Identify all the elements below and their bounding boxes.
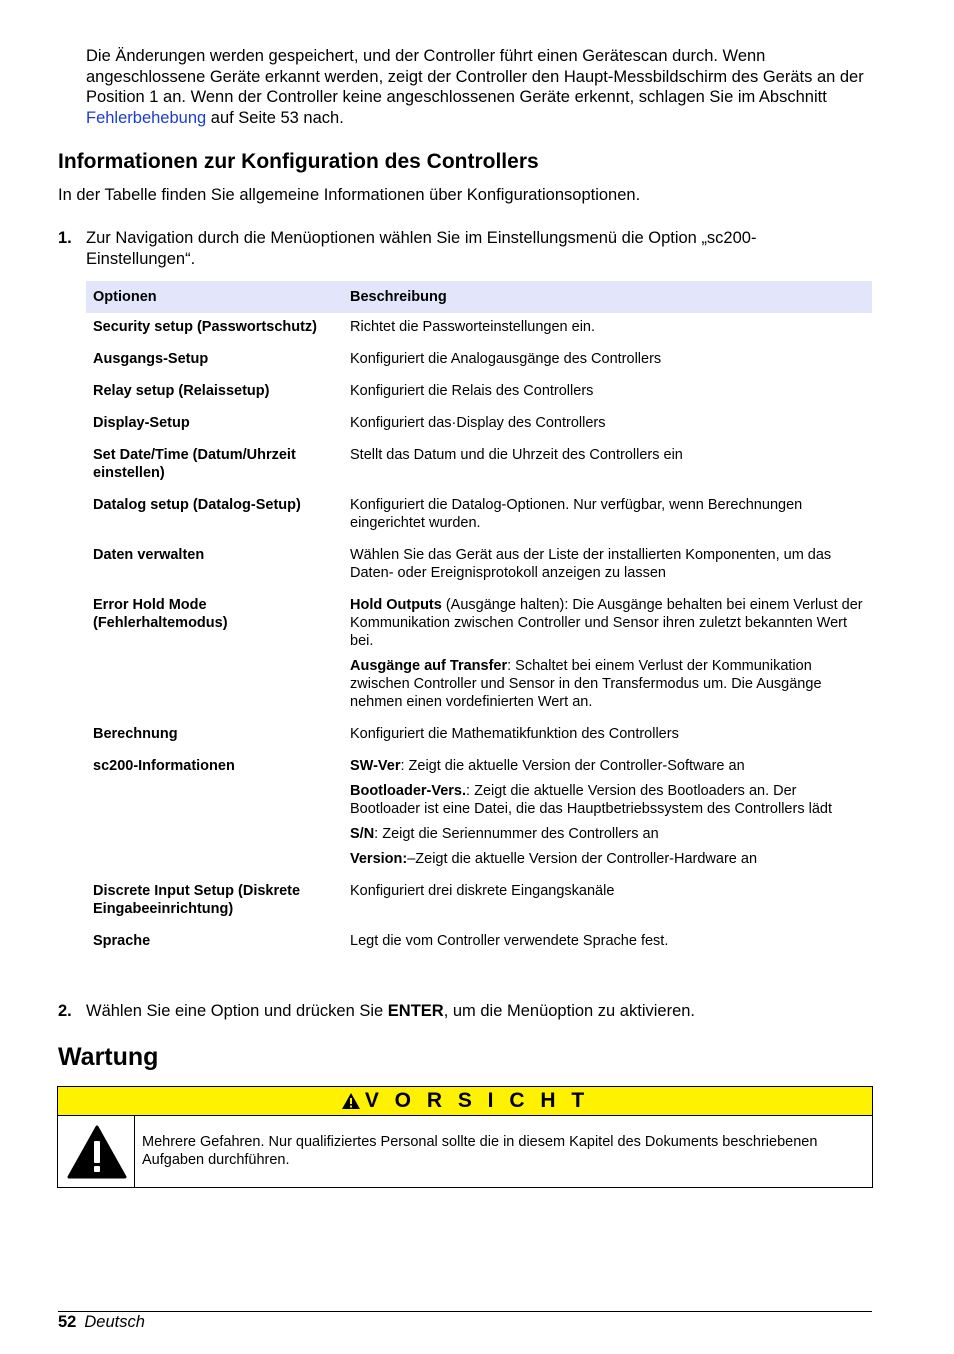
caution-header bbox=[58, 1087, 872, 1116]
option-name: Datalog setup (Datalog-Setup) bbox=[93, 497, 301, 513]
description-paragraph bbox=[350, 446, 865, 464]
option-name: Sprache bbox=[93, 933, 151, 949]
description-paragraph bbox=[350, 882, 865, 900]
description-text: Konfiguriert die Datalog-Optionen. Nur verfügbar, wenn Berechnungen eingerichtet wurden. bbox=[350, 497, 803, 531]
table-row bbox=[86, 313, 872, 345]
description-term: S/N bbox=[350, 826, 375, 842]
description-term: Bootloader-Vers. bbox=[350, 783, 467, 799]
option-name: Error Hold Mode (Fehlerhaltemodus) bbox=[93, 597, 228, 631]
description-text: Konfiguriert die Analogausgänge des Controllers bbox=[350, 351, 662, 367]
option-name: Security setup (Passwortschutz) bbox=[93, 319, 317, 335]
description-paragraph bbox=[350, 782, 865, 818]
option-name: Relay setup (Relaissetup) bbox=[93, 383, 270, 399]
step-1-text: Zur Navigation durch die Menüoptionen wählen Sie im Einstellungsmenü die Option „sc200-Einstellungen“. bbox=[86, 229, 757, 268]
options-table bbox=[86, 281, 872, 959]
option-description bbox=[343, 491, 872, 541]
description-paragraph bbox=[350, 725, 865, 743]
description-text: Wählen Sie das Gerät aus der Liste der installierten Komponenten, um das Daten- oder Ereignisprotokoll anzeigen zu lassen bbox=[350, 547, 832, 581]
description-text: Konfiguriert die Relais des Controllers bbox=[350, 383, 594, 399]
header-options: Optionen bbox=[86, 281, 343, 313]
option-description bbox=[343, 441, 872, 491]
option-description bbox=[343, 541, 872, 591]
option-description bbox=[343, 877, 872, 927]
step-2-enter-key: ENTER bbox=[387, 1002, 444, 1020]
step-2-text-before: Wählen Sie eine Option und drücken Sie bbox=[86, 1002, 384, 1020]
description-text: (Ausgänge halten): Die Ausgänge behalten bei einem Verlust der Kommunikation zwischen Controller und Sensor ihren zuletzt bekannten Wert bei. bbox=[350, 597, 863, 649]
table-row bbox=[86, 409, 872, 441]
option-description bbox=[343, 409, 872, 441]
description-text: Konfiguriert das·Display des Controllers bbox=[350, 415, 606, 431]
description-paragraph bbox=[350, 657, 865, 711]
description-text: : Zeigt die Seriennummer des Controllers an bbox=[374, 826, 659, 842]
description-text: Stellt das Datum und die Uhrzeit des Controllers ein bbox=[350, 447, 683, 463]
description-text: : Zeigt die aktuelle Version der Controller-Software an bbox=[400, 758, 745, 774]
fehlerbehebung-link[interactable]: Fehlerbehebung bbox=[86, 108, 207, 127]
description-paragraph bbox=[350, 414, 865, 432]
option-description bbox=[343, 377, 872, 409]
description-paragraph bbox=[350, 350, 865, 368]
caution-box bbox=[57, 1086, 873, 1188]
description-term: Ausgänge auf Transfer bbox=[350, 658, 508, 674]
description-paragraph bbox=[350, 318, 865, 336]
step-1-number: 1. bbox=[58, 229, 72, 247]
option-name: sc200-Informationen bbox=[93, 758, 235, 774]
page-number: 52 bbox=[58, 1313, 77, 1331]
description-text: Konfiguriert drei diskrete Eingangskanäle bbox=[350, 883, 615, 899]
step-2-text bbox=[86, 1001, 846, 1022]
footer-language: Deutsch bbox=[84, 1313, 145, 1331]
options-table-body bbox=[86, 313, 872, 959]
option-name: Ausgangs-Setup bbox=[93, 351, 209, 367]
table-row bbox=[86, 591, 872, 720]
table-row bbox=[86, 877, 872, 927]
option-description bbox=[343, 591, 872, 720]
description-paragraph bbox=[350, 546, 865, 582]
description-paragraph bbox=[350, 757, 865, 775]
option-description bbox=[343, 752, 872, 877]
warning-triangle-icon bbox=[341, 1092, 361, 1110]
step-2-text-after: , um die Menüoption zu aktivieren. bbox=[443, 1002, 696, 1020]
intro-text-after: auf Seite 53 nach. bbox=[210, 108, 344, 127]
page-footer bbox=[58, 1313, 145, 1332]
table-intro: In der Tabelle finden Sie allgemeine Informationen über Konfigurationsoptionen. bbox=[58, 186, 641, 204]
option-description bbox=[343, 927, 872, 959]
step-2-number: 2. bbox=[58, 1002, 72, 1020]
description-text: Konfiguriert die Mathematikfunktion des Controllers bbox=[350, 726, 679, 742]
description-text: : Zeigt die aktuelle Version des Bootloaders an. Der Bootloader ist eine Datei, die das Hauptbetriebssystem des Controllers lädt bbox=[350, 783, 832, 817]
footer-divider bbox=[58, 1311, 872, 1312]
option-description bbox=[343, 720, 872, 752]
table-row bbox=[86, 441, 872, 491]
option-name: Discrete Input Setup (Diskrete Eingabeeinrichtung) bbox=[93, 883, 301, 917]
description-text: –Zeigt die aktuelle Version der Controller-Hardware an bbox=[407, 851, 758, 867]
description-paragraph bbox=[350, 496, 865, 532]
section-heading: Informationen zur Konfiguration des Controllers bbox=[58, 150, 539, 173]
description-paragraph bbox=[350, 596, 865, 650]
step-1 bbox=[58, 228, 858, 272]
option-name: Daten verwalten bbox=[93, 547, 205, 563]
warning-triangle-icon-large bbox=[67, 1124, 127, 1180]
description-text: Legt die vom Controller verwendete Sprache fest. bbox=[350, 933, 669, 949]
table-row bbox=[86, 377, 872, 409]
description-term: Version: bbox=[350, 851, 408, 867]
description-term: Hold Outputs bbox=[350, 597, 442, 613]
description-text: : Schaltet bei einem Verlust der Kommunikation zwischen Controller und Sensor in den Transfermodus um. Die Ausgänge nehmen einen vordefinierten Wert an. bbox=[350, 658, 822, 710]
caution-text: Mehrere Gefahren. Nur qualifiziertes Personal sollte die in diesem Kapitel des Dokuments beschriebenen Aufgaben durchführen. bbox=[142, 1134, 818, 1168]
intro-text-before: Die Änderungen werden gespeichert, und der Controller führt einen Gerätescan durch. Wenn angeschlossene Geräte erkannt werden, zeigt der Controller den Haupt-Messbildschirm des Geräts an der Position 1 an. Wenn der Controller keine angeschlossenen Geräte erkennt, schlagen Sie im Abschnitt bbox=[86, 47, 864, 106]
table-header-row bbox=[86, 281, 872, 313]
caution-icon-cell bbox=[58, 1116, 135, 1187]
option-description bbox=[343, 313, 872, 345]
description-text: Richtet die Passworteinstellungen ein. bbox=[350, 319, 596, 335]
table-row bbox=[86, 720, 872, 752]
option-name: Set Date/Time (Datum/Uhrzeit einstellen) bbox=[93, 447, 296, 481]
option-name: Berechnung bbox=[93, 726, 178, 742]
description-paragraph bbox=[350, 382, 865, 400]
description-paragraph bbox=[350, 932, 865, 950]
table-row bbox=[86, 927, 872, 959]
table-row bbox=[86, 491, 872, 541]
intro-paragraph bbox=[86, 46, 876, 128]
step-2 bbox=[58, 1001, 858, 1023]
table-row bbox=[86, 345, 872, 377]
header-description: Beschreibung bbox=[343, 281, 872, 313]
description-term: SW-Ver bbox=[350, 758, 401, 774]
description-paragraph bbox=[350, 825, 865, 843]
table-row bbox=[86, 541, 872, 591]
option-description bbox=[343, 345, 872, 377]
description-paragraph bbox=[350, 850, 865, 868]
wartung-heading: Wartung bbox=[58, 1043, 159, 1071]
option-name: Display-Setup bbox=[93, 415, 190, 431]
caution-title: V O R S I C H T bbox=[364, 1089, 590, 1112]
table-row bbox=[86, 752, 872, 877]
